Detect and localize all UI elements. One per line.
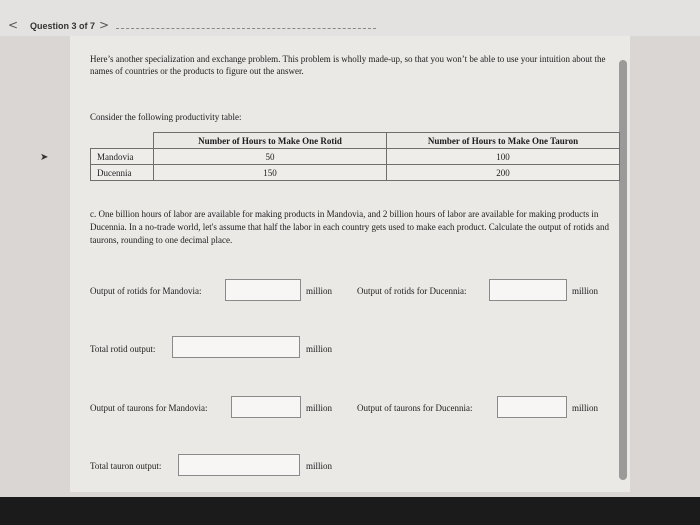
- question-panel: [70, 36, 630, 492]
- total-rotid-input[interactable]: [172, 336, 300, 358]
- divider: [116, 28, 376, 29]
- rotids-mandovia-unit: million: [306, 286, 333, 296]
- cell-tauron-hours: 200: [387, 165, 620, 181]
- taurons-ducennia-unit: million: [572, 403, 599, 413]
- taurons-mandovia-input[interactable]: [231, 396, 301, 418]
- column-header-tauron: Number of Hours to Make One Tauron: [387, 133, 620, 149]
- rotids-mandovia-input[interactable]: [225, 279, 301, 301]
- row-country: Ducennia: [91, 165, 154, 181]
- rotids-mandovia-label: Output of rotids for Mandovia:: [90, 286, 202, 296]
- table-caption: Consider the following productivity table:: [90, 112, 242, 122]
- total-rotid-unit: million: [306, 344, 333, 354]
- rotids-ducennia-unit: million: [572, 286, 599, 296]
- taurons-ducennia-input[interactable]: [497, 396, 567, 418]
- table-row: [91, 149, 620, 165]
- scrollbar[interactable]: [619, 60, 627, 480]
- part-c-prompt: c. One billion hours of labor are available for making products in Mandovia, and 2 billion hours of labor are available for making products in Ducennia. In a no-trade world, let's assume that half the labor in each country gets used to make each product. Calculate the output of rotids and taurons, rounding to one decimal place.: [90, 209, 609, 245]
- total-tauron-label: Total tauron output:: [90, 461, 162, 471]
- intro-paragraph: Here’s another specialization and exchange problem. This problem is wholly made-up, so that you won’t be able to use your intuition about the names of countries or the products to figure out the answer.: [90, 54, 606, 76]
- previous-question-button[interactable]: <: [8, 18, 19, 32]
- cell-tauron-hours: 100: [387, 149, 620, 165]
- question-counter: Question 3 of 7: [30, 21, 96, 31]
- total-tauron-unit: million: [306, 461, 333, 471]
- top-bar: [0, 0, 700, 36]
- total-tauron-input[interactable]: [178, 454, 300, 476]
- cursor-arrow-icon: ➤: [40, 152, 49, 163]
- taurons-mandovia-unit: million: [306, 403, 333, 413]
- cell-rotid-hours: 50: [154, 149, 387, 165]
- rotids-ducennia-input[interactable]: [489, 279, 567, 301]
- table-row: [91, 165, 620, 181]
- productivity-table: [90, 132, 620, 181]
- cell-rotid-hours: 150: [154, 165, 387, 181]
- row-country: Mandovia: [91, 149, 154, 165]
- screen-bezel: [0, 497, 700, 525]
- total-rotid-label: Total rotid output:: [90, 344, 156, 354]
- taurons-ducennia-label: Output of taurons for Ducennia:: [357, 403, 473, 413]
- next-question-button[interactable]: >: [99, 18, 110, 32]
- table-header-row: [91, 133, 620, 149]
- rotids-ducennia-label: Output of rotids for Ducennia:: [357, 286, 467, 296]
- column-header-rotid: Number of Hours to Make One Rotid: [154, 133, 387, 149]
- taurons-mandovia-label: Output of taurons for Mandovia:: [90, 403, 208, 413]
- table-corner: [91, 133, 154, 149]
